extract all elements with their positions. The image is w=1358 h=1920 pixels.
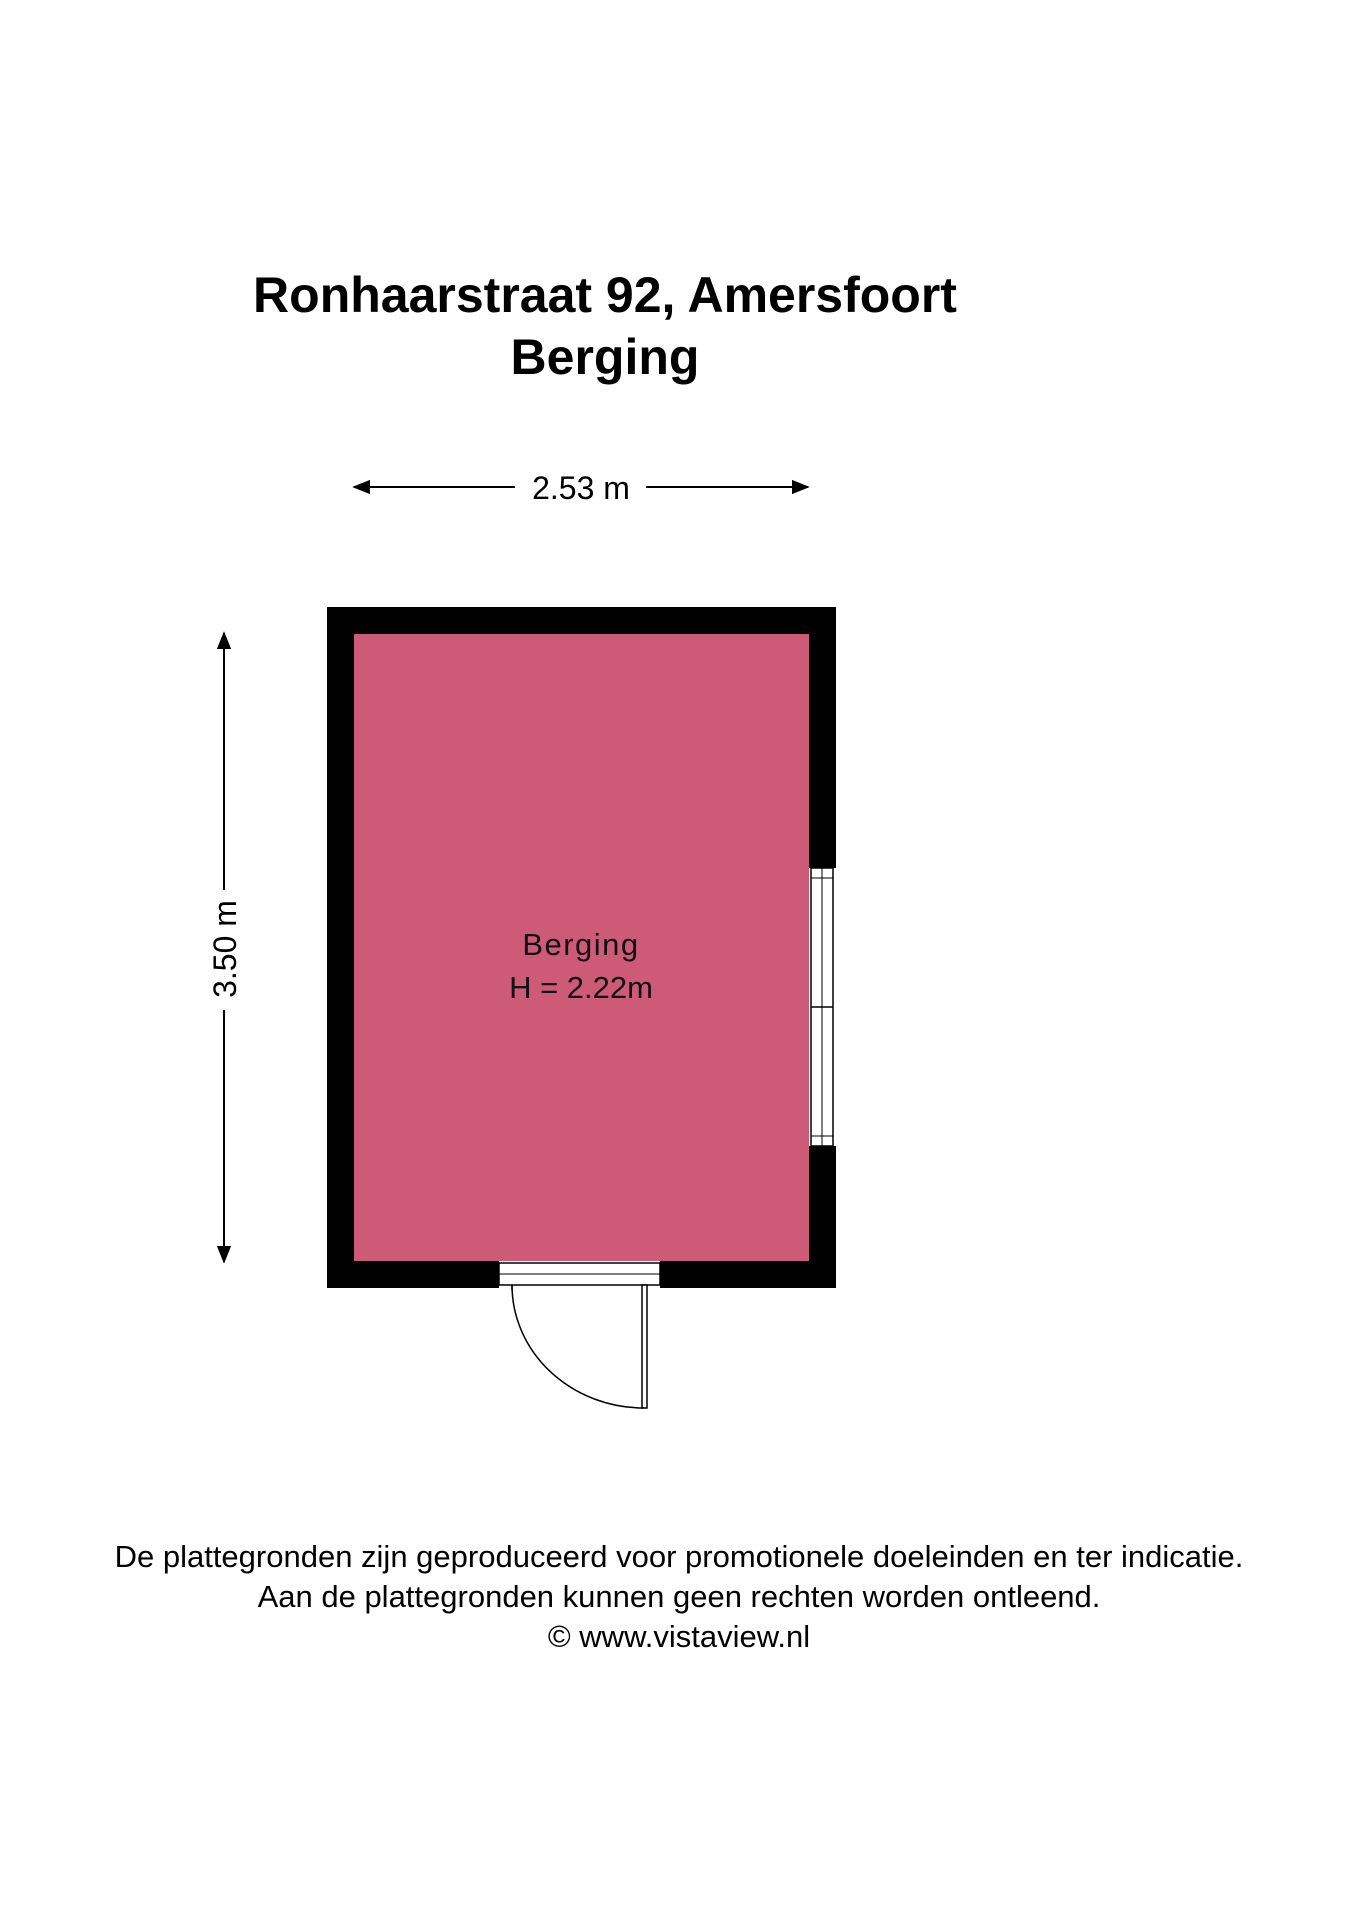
room-name: Berging	[522, 927, 640, 962]
disclaimer-line: De plattegronden zijn geproduceerd voor promotionele doeleinden en ter indicatie.	[114, 1539, 1244, 1574]
copyright-line: © www.vistaview.nl	[547, 1619, 811, 1654]
page-title: Ronhaarstraat 92, Amersfoort	[253, 267, 957, 323]
width-label: 2.53 m	[532, 470, 630, 506]
disclaimer-line: Aan de plattegronden kunnen geen rechten worden ontleend.	[257, 1579, 1101, 1614]
door-leaf	[642, 1285, 647, 1408]
floor-title: Berging	[510, 329, 700, 385]
room-ceiling-height: H = 2.22m	[509, 970, 653, 1005]
width-dimension	[354, 470, 808, 506]
height-dimension	[207, 633, 243, 1262]
door-swing-arc	[512, 1285, 644, 1408]
door	[499, 1263, 660, 1408]
window	[811, 868, 833, 1146]
height-label: 3.50 m	[207, 900, 243, 998]
